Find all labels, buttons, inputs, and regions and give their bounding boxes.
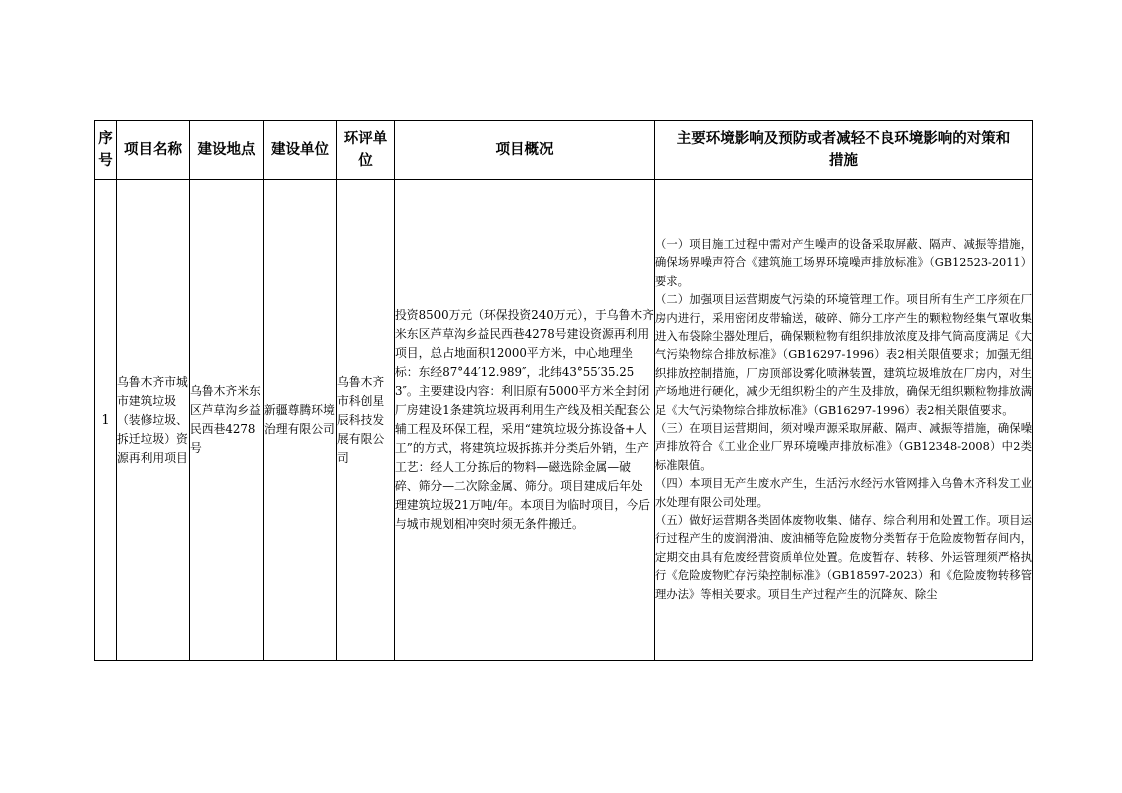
row-measures: [655, 180, 1033, 661]
header-measures: 主要环境影响及预防或者减轻不良环境影响的对策和措施: [655, 121, 1033, 180]
measure-item: （三）在项目运营期间，须对噪声源采取屏蔽、隔声、减振等措施，确保噪声排放符合《工业企业厂界环境噪声排放标准》（GB12348-2008）中2类标准限值。: [655, 422, 1032, 472]
header-no: 序号: [95, 121, 117, 180]
header-location: 建设地点: [190, 121, 264, 180]
measure-item: （二）加强项目运营期废气污染的环境管理工作。项目所有生产工序须在厂房内进行，采用密闭皮带输送，破碎、筛分工序产生的颗粒物经集气罩收集进入布袋除尘器处理后，确保颗粒物有组织排放浓度及排气筒高度满足《大气污染物综合排放标准》（GB16297-1996）表2相关限值要求；加强无组织排放控制措施，厂房顶部设雾化喷淋装置，建筑垃圾堆放在厂房内，对生产场地进行硬化，减少无组织粉尘的产生及排放，确保无组织颗粒物排放满足《大气污染物综合排放标准》（GB16297-1996）表2相关限值要求。: [655, 293, 1032, 417]
row-location: 乌鲁木齐米东区芦草沟乡益民西巷4278号: [190, 180, 264, 661]
row-project-name: 乌鲁木齐市城市建筑垃圾（装修垃圾、拆迁垃圾）资源再利用项目: [117, 180, 190, 661]
measure-item: （一）项目施工过程中需对产生噪声的设备采取屏蔽、隔声、减振等措施，确保场界噪声符合《建筑施工场界环境噪声排放标准》（GB12523-2011）要求。: [655, 237, 1032, 288]
row-eia-unit: 乌鲁木齐市科创星辰科技发展有限公司: [337, 180, 395, 661]
row-overview: 投资8500万元（环保投资240万元），于乌鲁木齐米东区芦草沟乡益民西巷4278号建设资源再利用项目，总占地面积12000平方米，中心地理坐标：东经87°44′12.989″，北纬43°55′35.253″。主要建设内容：利旧原有5000平方米全封闭厂房建设1条建筑垃圾再利用生产线及相关配套公辅工程及环保工程，采用“建筑垃圾分拣设备+人工”的方式，将建筑垃圾拆拣并分类后外销，生产工艺：经人工分拣后的物料—磁选除金属—破碎、筛分—二次除金属、筛分。项目建成后年处理建筑垃圾21万吨/年。本项目为临时项目，今后与城市规划相冲突时须无条件搬迁。: [395, 180, 655, 661]
header-row: [95, 121, 1033, 180]
row-no: 1: [95, 180, 117, 661]
header-eia-unit: 环评单位: [337, 121, 395, 180]
header-overview: 项目概况: [395, 121, 655, 180]
row-construction-unit: 新疆尊腾环境治理有限公司: [264, 180, 337, 661]
measure-item: （五）做好运营期各类固体废物收集、储存、综合利用和处置工作。项目运行过程产生的废润滑油、废油桶等危险废物分类暂存于危险废物暂存间内，定期交由具有危废经营资质单位处置。危废暂存、转移、外运管理须严格执行《危险废物贮存污染控制标准》（GB18597-2023）和《危险废物转移管理办法》等相关要求。项目生产过程产生的沉降灰、除尘: [655, 514, 1032, 601]
project-table: [94, 120, 1033, 661]
measure-item: （四）本项目无产生废水产生，生活污水经污水管网排入乌鲁木齐科发工业水处理有限公司处理。: [655, 477, 1032, 509]
table-row: [95, 180, 1033, 661]
header-construction-unit: 建设单位: [264, 121, 337, 180]
header-project-name: 项目名称: [117, 121, 190, 180]
